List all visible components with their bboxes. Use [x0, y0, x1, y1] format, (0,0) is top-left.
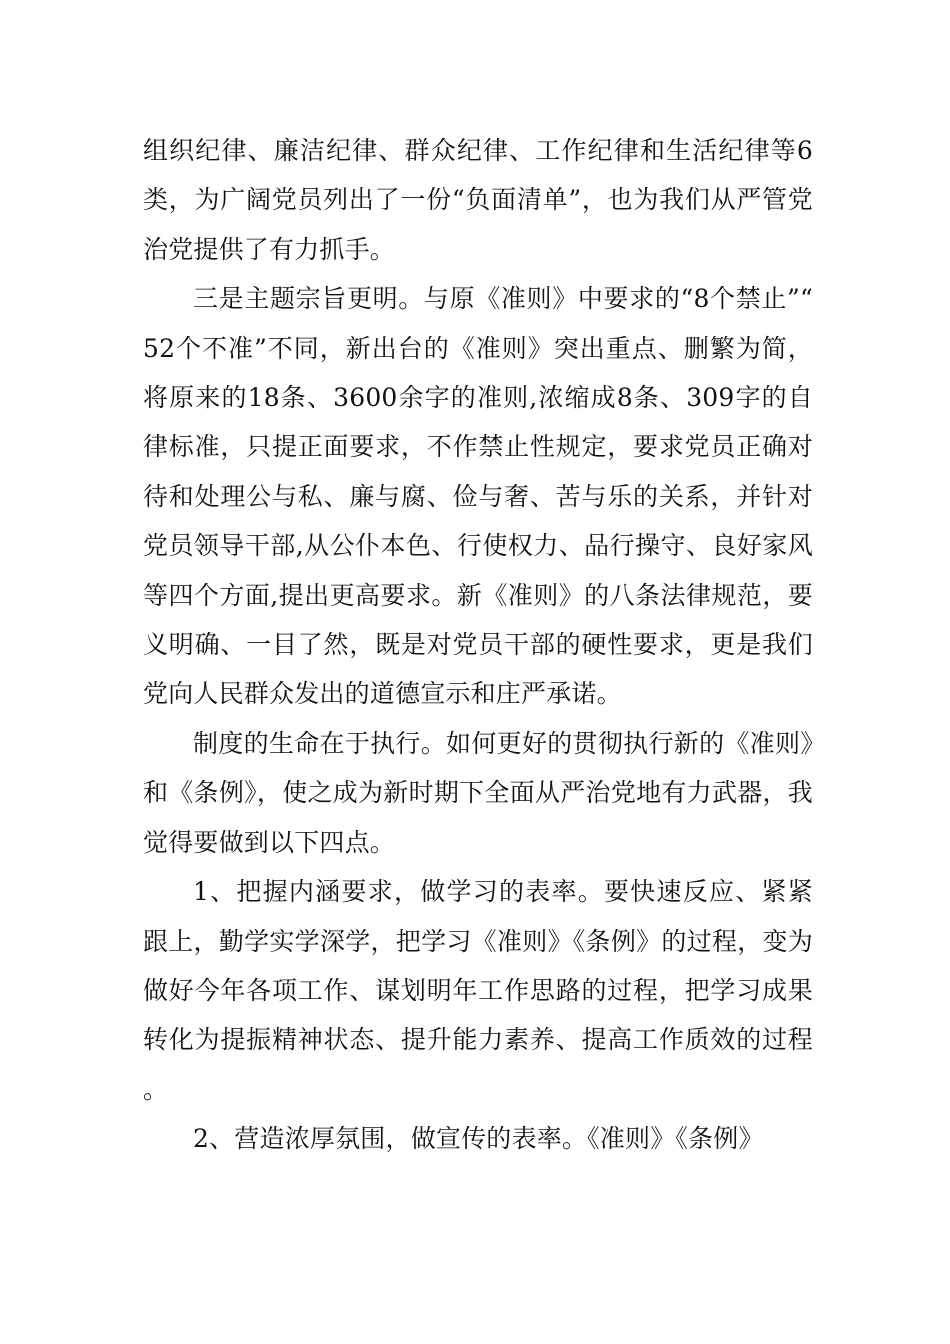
paragraph-item-one: 1、把握内涵要求，做学习的表率。要快速反应、紧紧跟上，勤学实学深学，把学习《准则》《条例》的过程，变为做好今年各项工作、谋划明年工作思路的过程，把学习成果转化为提振精神状态、提升能力素养、提高工作质效的过程。 — [143, 877, 813, 1104]
paragraph-continuation: 组织纪律、廉洁纪律、群众纪律、工作纪律和生活纪律等6类，为广阔党员列出了一份“负面清单”，也为我们从严管党治党提供了有力抓手。 — [143, 136, 813, 264]
document-body — [143, 126, 813, 1164]
paragraph-item-two: 2、营造浓厚氛围，做宣传的表率。《准则》《条例》 — [193, 1124, 764, 1154]
paragraph-execution: 制度的生命在于执行。如何更好的贯彻执行新的《准则》和《条例》，使之成为新时期下全面从严治党地有力武器，我觉得要做到以下四点。 — [143, 728, 813, 857]
paragraph-point-three: 三是主题宗旨更明。与原《准则》中要求的“8个禁止”“52个不准”不同，新出台的《准则》突出重点、删繁为简，将原来的18条、3600余字的准则,浓缩成8条、309字的自律标准，只提正面要求，不作禁止性规定，要求党员正确对待和处理公与私、廉与腐、俭与奢、苦与乐的关系，并针对党员领导干部,从公仆本色、行使权力、品行操守、良好家风等四个方面,提出更高要求。新《准则》的八条法律规范，要义明确、一目了然，既是对党员干部的硬性要求，更是我们党向人民群众发出的道德宣示和庄严承诺。 — [143, 284, 813, 709]
